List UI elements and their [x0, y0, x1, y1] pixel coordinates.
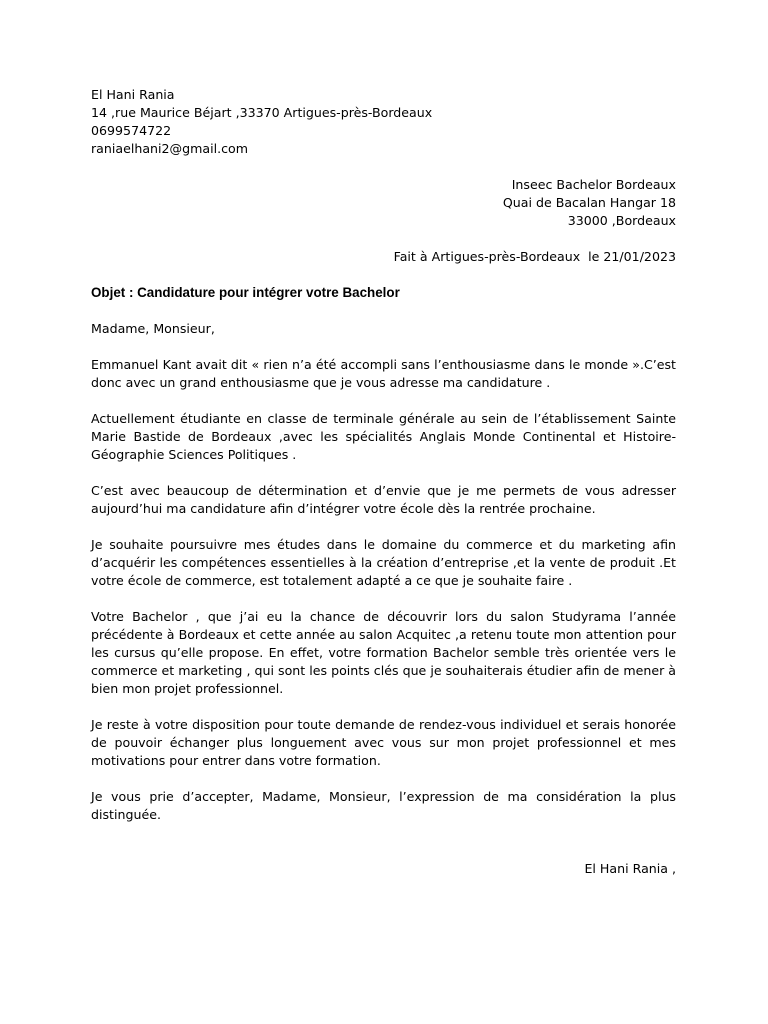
paragraph-1: Emmanuel Kant avait dit « rien n’a été accompli sans l’enthousiasme dans le monde ».C’est donc avec un grand enthousiasme que je vous adresse ma candidature . — [91, 357, 676, 390]
recipient-block — [91, 176, 676, 230]
place-date-text: Fait à Artigues-près-Bordeaux le 21/01/2023 — [393, 249, 676, 264]
paragraph-5: Votre Bachelor , que j’ai eu la chance de découvrir lors du salon Studyrama l’année précédente à Bordeaux et cette année au salon Acquitec ,a retenu toute mon attention pour les cursus qu’elle propose. En effet, votre formation Bachelor semble très orientée vers le commerce et marketing , qui sont les points clés que je souhaiterais étudier afin de mener à bien mon projet professionnel. — [91, 609, 676, 696]
paragraph-7: Je vous prie d’accepter, Madame, Monsieur, l’expression de ma considération la plus distinguée. — [91, 789, 676, 822]
recipient-name: Inseec Bachelor Bordeaux — [511, 177, 676, 192]
sender-email: raniaelhani2@gmail.com — [91, 141, 249, 156]
paragraph-6: Je reste à votre disposition pour toute demande de rendez-vous individuel et serais honorée de pouvoir échanger plus longuement avec vous sur mon projet professionnel et mes motivations pour entrer dans votre formation. — [91, 717, 676, 768]
paragraph-4: Je souhaite poursuivre mes études dans le domaine du commerce et du marketing afin d’acquérir les compétences essentielles à la création d’entreprise ,et la vente de produit .Et votre école de commerce, est totalement adapté a ce que je souhaite faire . — [91, 537, 676, 588]
salutation: Madame, Monsieur, — [91, 321, 215, 336]
sender-address: 14 ,rue Maurice Béjart ,33370 Artigues-près-Bordeaux — [91, 105, 433, 120]
letter-body — [91, 86, 676, 878]
paragraph-2: Actuellement étudiante en classe de terminale générale au sein de l’établissement Sainte Marie Bastide de Bordeaux ,avec les spécialités Anglais Monde Continental et Histoire-Géographie Sciences Politiques . — [91, 411, 676, 462]
recipient-street: Quai de Bacalan Hangar 18 — [502, 195, 676, 210]
signature: El Hani Rania , — [584, 861, 676, 876]
sender-phone: 0699574722 — [91, 123, 172, 138]
place-date — [91, 248, 676, 266]
sender-name: El Hani Rania — [91, 87, 175, 102]
recipient-city: 33000 ,Bordeaux — [567, 213, 676, 228]
letter-subject: Objet : Candidature pour intégrer votre Bachelor — [91, 285, 400, 300]
paragraph-3: C’est avec beaucoup de détermination et d’envie que je me permets de vous adresser aujourd’hui ma candidature afin d’intégrer votre école dès la rentrée prochaine. — [91, 483, 676, 516]
sender-block — [91, 86, 676, 158]
